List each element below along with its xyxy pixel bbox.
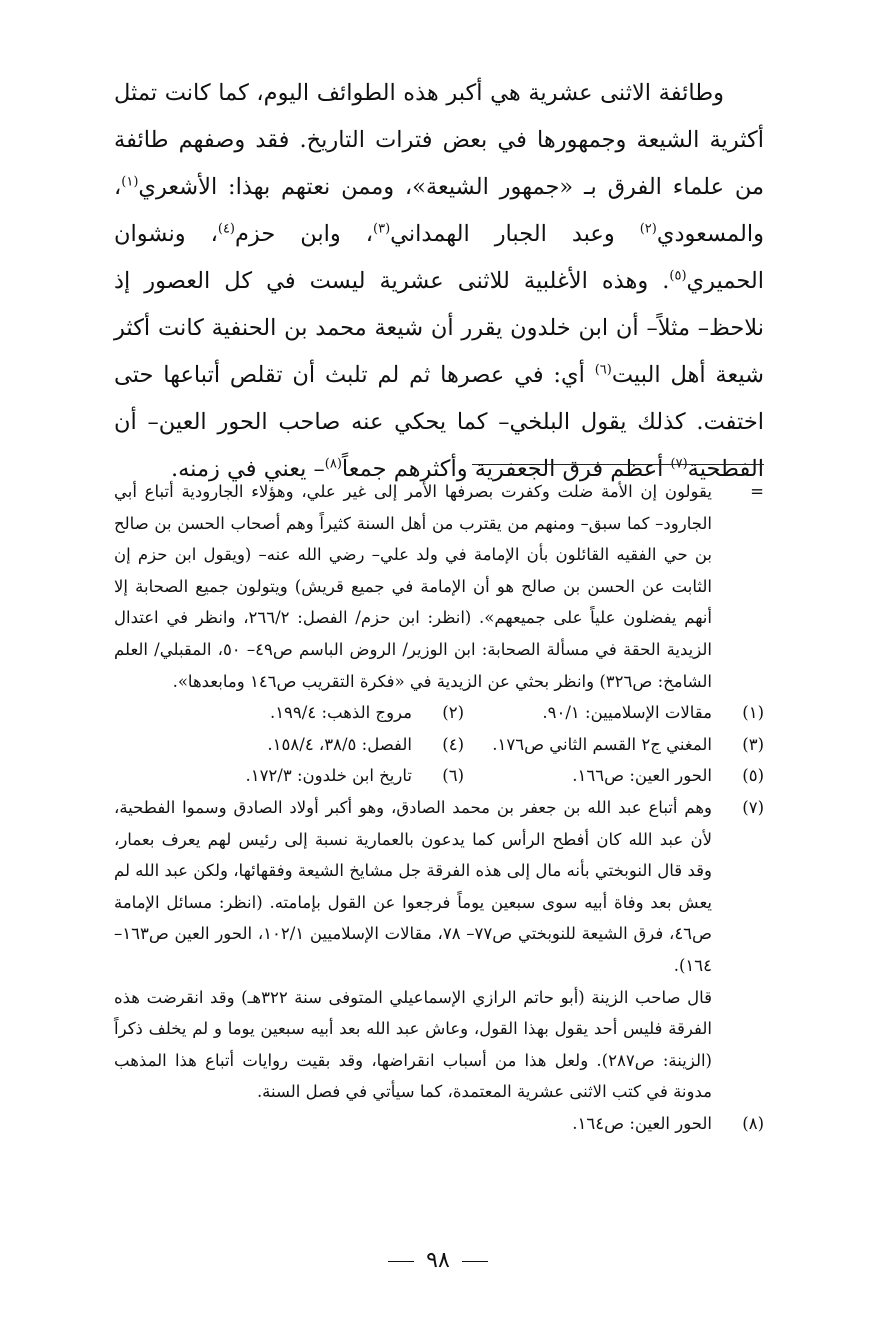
footnote-continued — [114, 476, 764, 697]
footnote-text: مروج الذهب: ١٩٩/٤. — [269, 703, 412, 723]
footnote-text: الحور العين: ص١٦٦. — [572, 766, 712, 786]
footnote-ref-4: (٤) — [217, 221, 235, 237]
text-run: – يعني في زمنه. — [170, 456, 325, 482]
footnote-3 — [464, 729, 764, 761]
main-body-text — [114, 70, 764, 493]
text-run: أعظم فرق الجعفرية وأكثرهم جمعاً — [341, 456, 671, 482]
page-number-dash — [462, 1261, 488, 1262]
footnote-8 — [114, 1108, 764, 1140]
footnote-4 — [164, 729, 464, 761]
footnote-ref-7: (٧) — [670, 456, 688, 472]
footnote-7-continued: قال صاحب الزينة (أبو حاتم الرازي الإسماعيلي المتوفى سنة ٣٢٢هـ) وقد انقرضت هذه الفرقة فليس أحد يقول بهذا القول، وعاش عبد الله بعد أبيه سبعين يوما و لم يخلف ذكراً (الزينة: ص٢٨٧). ولعل هذا من أسباب انقراضها، وقد بقيت روايات أتباع هذا المذهب مدونة في كتب الاثنى عشرية المعتمدة، كما سيأتي في فصل السنة. — [114, 987, 712, 1102]
footnote-6 — [164, 760, 464, 792]
footnote-ref-2: (٢) — [639, 221, 657, 237]
footnote-text: الحور العين: ص١٦٤. — [572, 1113, 712, 1133]
footnote-1 — [464, 697, 764, 729]
text-run: ، وابن حزم — [235, 221, 373, 247]
page-number — [0, 1248, 876, 1273]
footnote-number: (٧) — [742, 797, 764, 817]
footnote-number: (٤) — [442, 734, 464, 754]
footnote-text: المغني ج٢ القسم الثاني ص١٧٦. — [492, 734, 712, 754]
text-run: وعبد الجبار الهمداني — [390, 221, 640, 247]
footnote-separator — [472, 464, 764, 465]
footnote-text: يقولون إن الأمة ضلت وكفرت بصرفها الأمر إلى غير علي، وهؤلاء الجارودية أتباع أبي الجارود– كما سبق– ومنهم من يقترب من أهل السنة كثيراً وهم أصحاب الحسن بن صالح بن حي الفقيه القائلون بأن الإمامة في ولد علي– رضي الله عنه– (ويقول ابن حزم إن الثابت عن الحسن بن صالح هو أن الإمامة في جميع قريش) ويتولون جميع الصحابة إلا أنهم يفضلون علياً على جميعهم». (انظر: ابن حزم/ الفصل: ٢٦٦/٢، وانظر في اعتدال الزيدية الحقة في مسألة الصحابة: ابن الوزير/ الروض الباسم ص٤٩– ٥٠، المقبلي/ العلم الشامخ: ص٣٢٦) وانظر بحثي عن الزيدية في «فكرة التقريب ص١٤٦ ومابعدها». — [114, 482, 712, 691]
footnote-ref-3: (٣) — [373, 221, 391, 237]
text-run: ، والمسعودي — [114, 174, 765, 247]
text-run: ، ونشوان الحميري — [114, 221, 764, 294]
footnote-number: (٦) — [442, 766, 464, 786]
continuation-marker: = — [750, 482, 764, 501]
footnote-5 — [464, 760, 764, 792]
footnote-text: وهم أتباع عبد الله بن جعفر بن محمد الصادق، وهو أكبر أولاد الصادق وسموا الفطحية، لأن عبد الله كان أفطح الرأس كما يدعون بالعمارية نسبة إلى رئيس لهم يعرف بعمار، وقد قال النوبختي بأنه مال إلى هذه الفرقة جل مشايخ الشيعة وفقهائها، ولكن عبد الله لم يعش بعد وفاة أبيه سوى سبعين يوماً فرجعوا عن القول بإمامته. (انظر: مسائل الإمامة ص٤٦، فرق الشيعة للنوبختي ص٧٧– ٧٨، مقالات الإسلاميين ١٠٢/١، الحور العين ص١٦٣–١٦٤). — [114, 797, 712, 975]
footnote-ref-6: (٦) — [594, 362, 612, 378]
short-footnotes-grid — [114, 697, 764, 792]
footnote-number: (١) — [742, 703, 764, 723]
page-number-dash — [388, 1261, 414, 1262]
footnote-ref-8: (٨) — [324, 456, 342, 472]
footnotes-section — [114, 476, 764, 1139]
footnote-text: الفصل: ٣٨/٥، ١٥٨/٤. — [267, 734, 412, 754]
footnote-2 — [164, 697, 464, 729]
main-paragraph — [114, 70, 764, 493]
text-run: . وهذه الأغلبية للاثنى عشرية ليست في كل العصور إذ نلاحظ– مثلاً– أن ابن خلدون يقرر أن شيعة محمد بن الحنفية كانت أكثر شيعة أهل البيت — [114, 268, 764, 388]
text-run: أي: في عصرها ثم لم تلبث أن تقلص أتباعها حتى اختفت. كذلك يقول البلخي– كما يحكي عنه صاحب الحور العين– أن الفطحية — [114, 362, 764, 482]
footnote-ref-5: (٥) — [669, 268, 687, 284]
footnote-text: مقالات الإسلاميين: ٩٠/١. — [542, 703, 712, 723]
footnote-text: تاريخ ابن خلدون: ١٧٢/٣. — [245, 766, 412, 786]
footnote-7 — [114, 792, 764, 982]
footnote-number: (٥) — [742, 766, 764, 786]
footnote-number: (٨) — [742, 1113, 764, 1133]
footnote-ref-1: (١) — [121, 174, 139, 190]
text-run: وطائفة الاثنى عشرية هي أكبر هذه الطوائف اليوم، كما كانت تمثل أكثرية الشيعة وجمهورها في بعض فترات التاريخ. فقد وصفهم طائفة من علماء الفرق بـ «جمهور الشيعة»، وممن نعتهم بهذا: الأشعري — [114, 80, 764, 200]
page-number-value: ٩٨ — [426, 1248, 450, 1273]
footnote-number: (٢) — [442, 703, 464, 723]
footnote-number: (٣) — [742, 734, 764, 754]
